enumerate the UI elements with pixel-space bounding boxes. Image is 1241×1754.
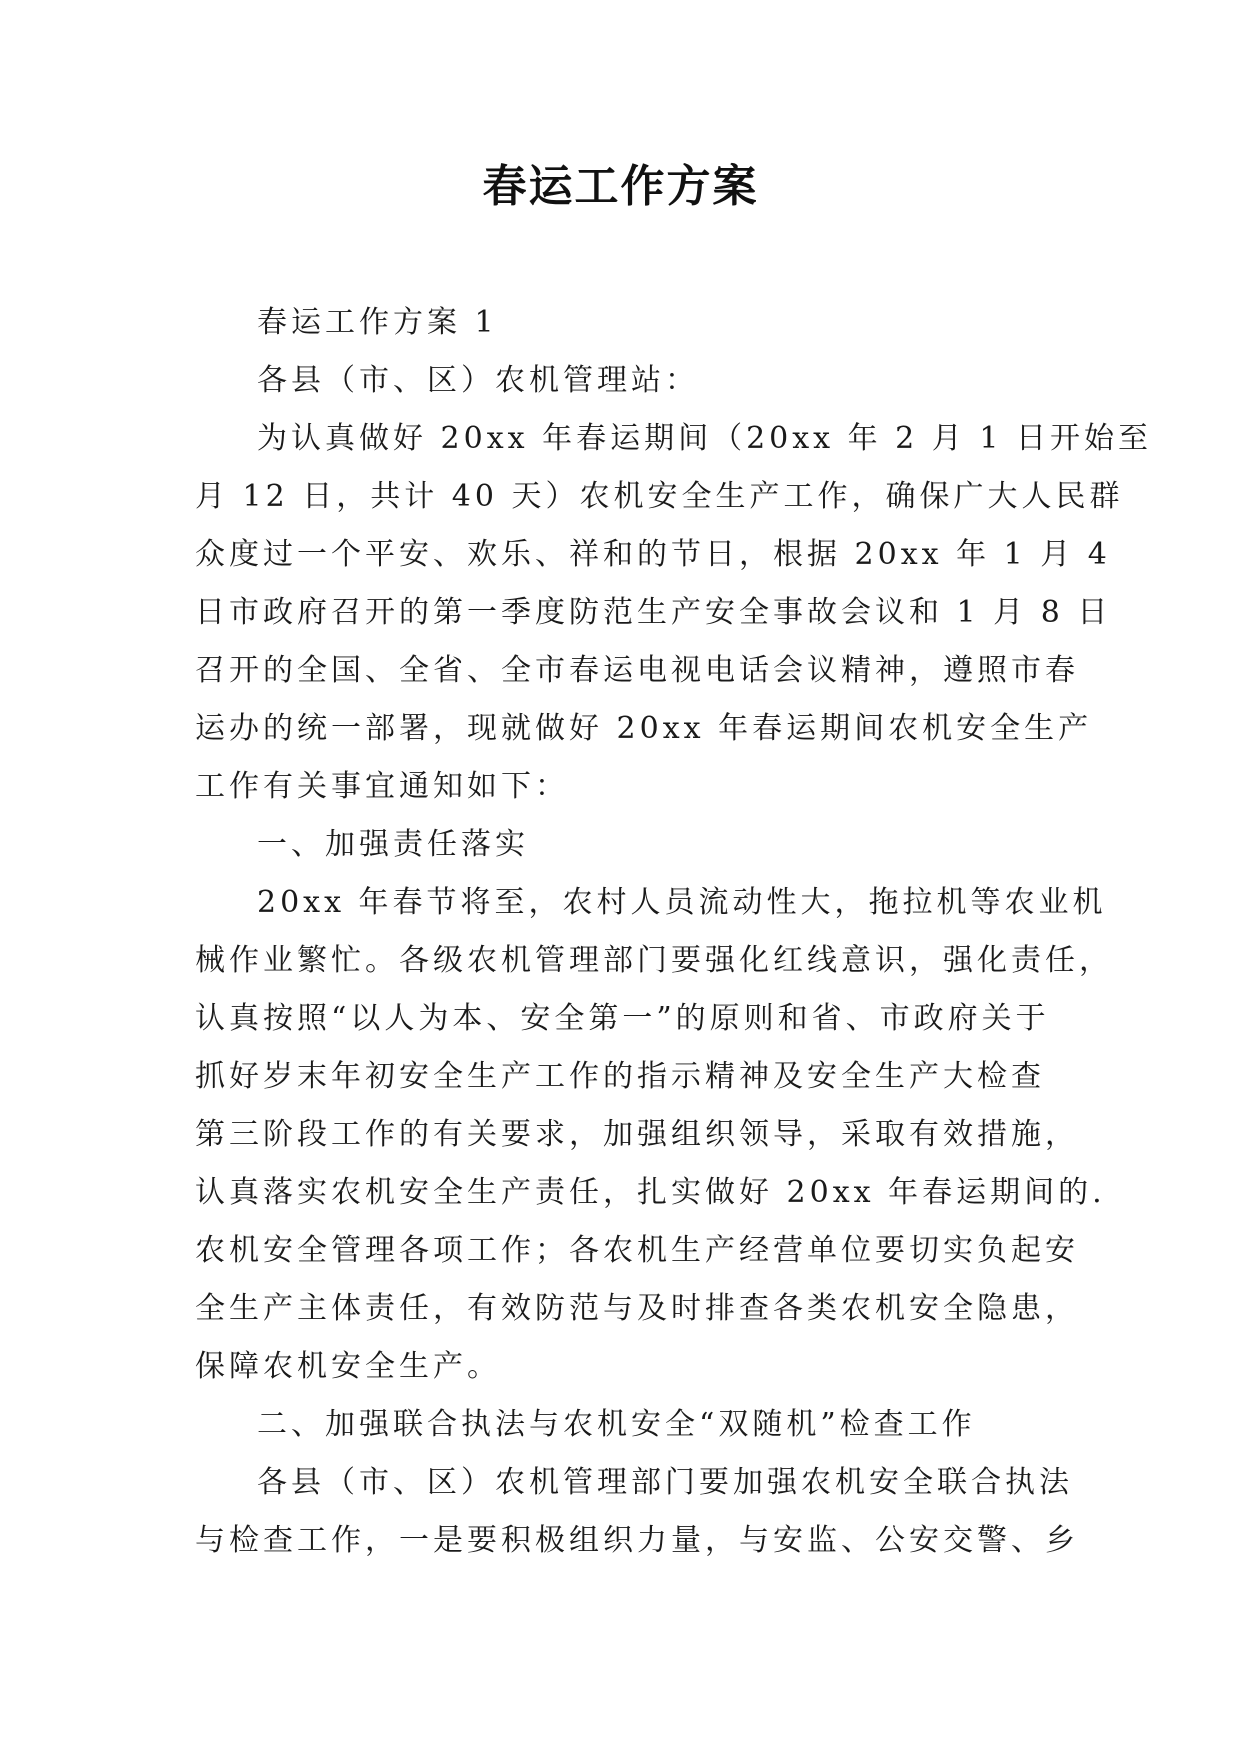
text-line: 保障农机安全生产。 bbox=[195, 1349, 501, 1384]
text-line: 二、加强联合执法与农机安全“双随机”检查工作 bbox=[257, 1407, 976, 1442]
text-line: 运办的统一部署，现就做好 20xx 年春运期间农机安全生产 bbox=[195, 711, 1093, 746]
text-line: 械作业繁忙。各级农机管理部门要强化红线意识，强化责任， bbox=[195, 943, 1113, 978]
text-line: 一、加强责任落实 bbox=[257, 827, 529, 862]
text-line: 全生产主体责任，有效防范与及时排查各类农机安全隐患， bbox=[195, 1291, 1079, 1326]
text-line: 召开的全国、全省、全市春运电视电话会议精神，遵照市春 bbox=[195, 653, 1079, 688]
document-title: 春运工作方案 bbox=[482, 161, 759, 212]
text-line: 各县（市、区）农机管理站： bbox=[257, 363, 699, 398]
text-line: 各县（市、区）农机管理部门要加强农机安全联合执法 bbox=[257, 1465, 1073, 1500]
text-line: 为认真做好 20xx 年春运期间（20xx 年 2 月 1 日开始至 bbox=[257, 421, 1152, 456]
text-line: 农机安全管理各项工作；各农机生产经营单位要切实负起安 bbox=[195, 1233, 1079, 1268]
text-line: 与检查工作，一是要积极组织力量，与安监、公安交警、乡 bbox=[195, 1523, 1079, 1558]
text-line: 春运工作方案 1 bbox=[257, 305, 498, 340]
text-line: 第三阶段工作的有关要求，加强组织领导，采取有效措施， bbox=[195, 1117, 1079, 1152]
document-body bbox=[195, 294, 1152, 1570]
text-line: 日市政府召开的第一季度防范生产安全事故会议和 1 月 8 日 bbox=[195, 595, 1112, 630]
text-line: 抓好岁末年初安全生产工作的指示精神及安全生产大检查 bbox=[195, 1059, 1045, 1094]
text-line: 工作有关事宜通知如下： bbox=[195, 769, 569, 804]
text-line: 认真按照“以人为本、安全第一”的原则和省、市政府关于 bbox=[195, 1001, 1050, 1036]
text-line: 认真落实农机安全生产责任，扎实做好 20xx 年春运期间的. bbox=[195, 1175, 1106, 1210]
text-line: 20xx 年春节将至，农村人员流动性大，拖拉机等农业机 bbox=[257, 885, 1107, 920]
text-line: 众度过一个平安、欢乐、祥和的节日，根据 20xx 年 1 月 4 bbox=[195, 537, 1111, 572]
text-line: 月 12 日，共计 40 天）农机安全生产工作，确保广大人民群 bbox=[195, 479, 1124, 514]
